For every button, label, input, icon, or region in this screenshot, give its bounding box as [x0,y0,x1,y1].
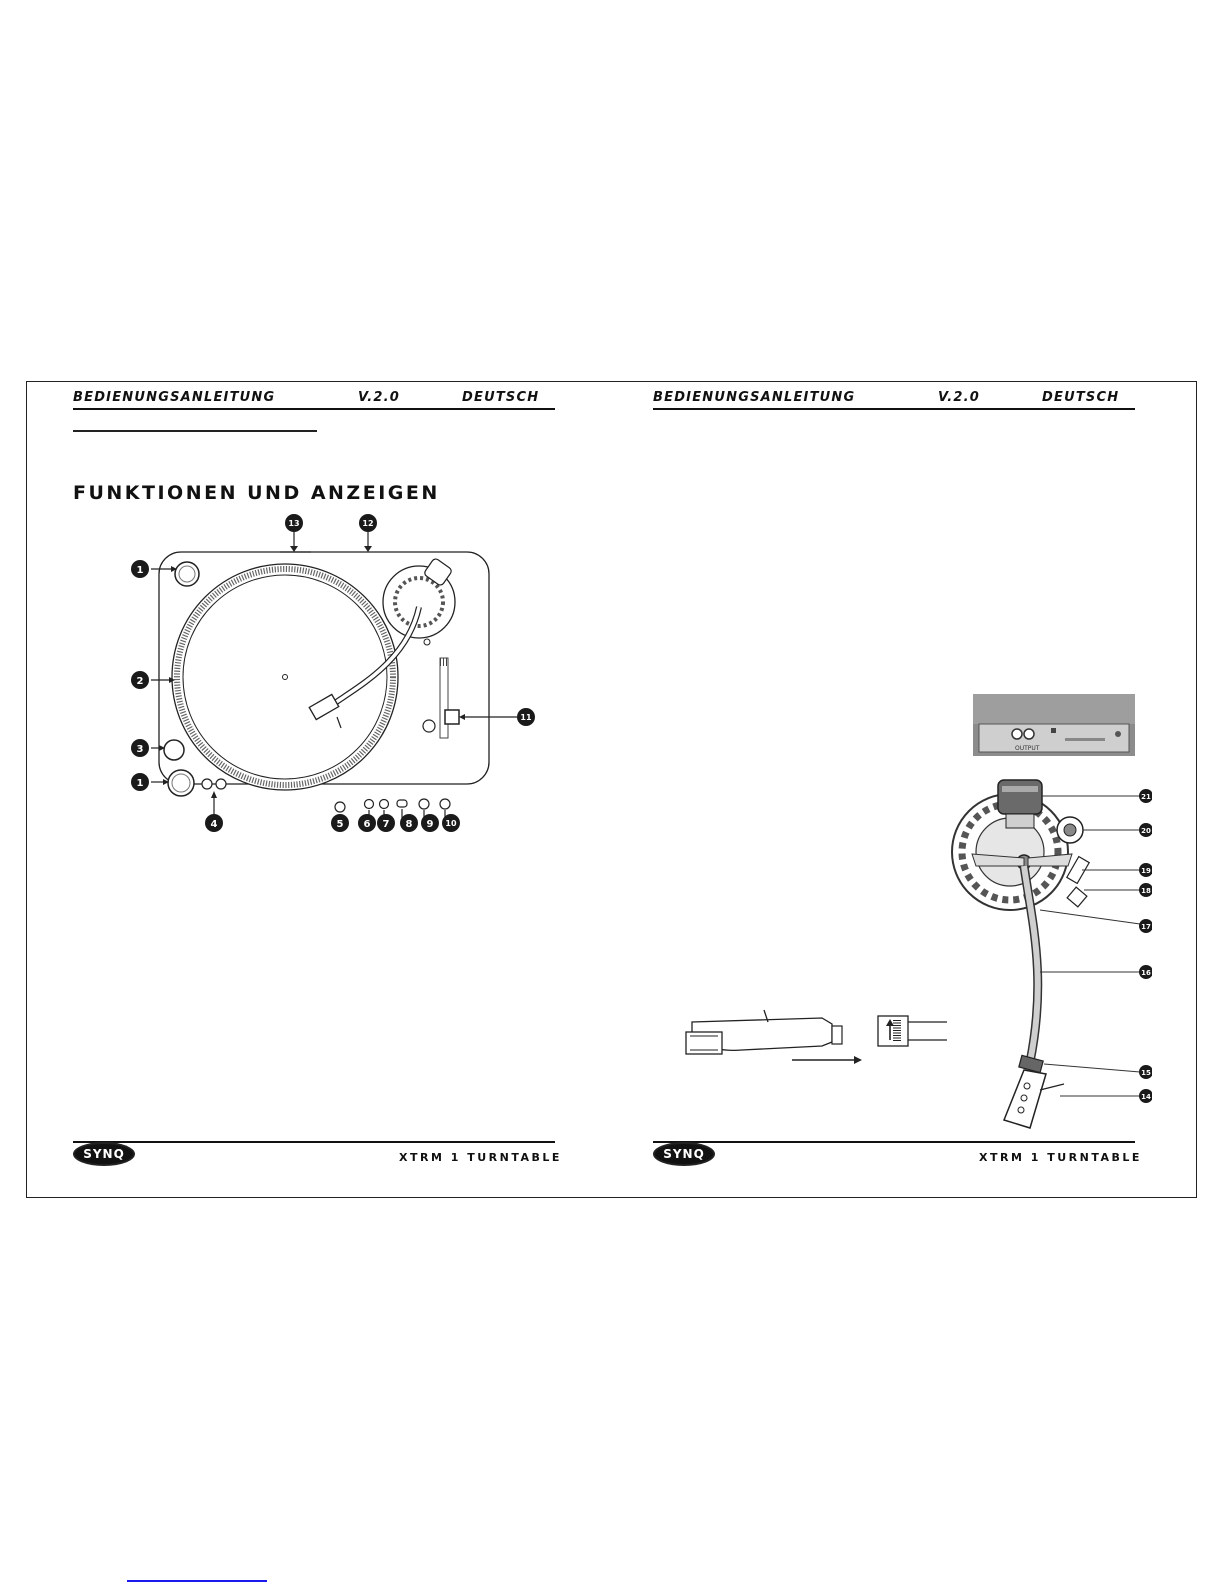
speed-45-button [216,779,226,789]
rear-panel-photo [973,694,1135,756]
callout-8 [400,814,418,832]
right-footer-product: XTRM 1 TURNTABLE [979,1151,1142,1164]
callout-1-bottom [131,773,149,791]
section-title: FUNKTIONEN UND ANZEIGEN [73,482,440,504]
callout-14 [1139,1089,1152,1103]
right-footer-logo: SYNQ [653,1142,715,1166]
svg-text:12: 12 [362,519,374,528]
callout-18 [1139,883,1152,897]
callout-16 [1139,965,1152,979]
callout-1-top [131,560,149,578]
svg-text:10: 10 [445,819,457,828]
output-jack-right [1024,729,1034,739]
svg-text:16: 16 [1141,969,1151,977]
platter-mat [183,575,387,779]
left-header-version: V.2.0 [358,390,401,405]
right-header-version: V.2.0 [938,390,981,405]
svg-text:13: 13 [288,519,300,528]
svg-text:3: 3 [136,744,144,755]
callout-12 [359,514,377,532]
callout-3 [131,739,149,757]
svg-text:20: 20 [1141,827,1151,835]
arm-clip-18 [1067,887,1087,907]
left-header-manual: BEDIENUNGSANLEITUNG [73,390,276,405]
callout-20 [1139,823,1152,837]
left-header-language: DEUTSCH [462,390,540,405]
right-footer-rule [653,1141,1135,1143]
pitch-reset-knob [423,720,435,732]
callout-9 [421,814,439,832]
target-light-socket [164,740,184,760]
manual-spread [26,381,1197,1198]
callout-2 [131,671,149,689]
callout-21 [1139,789,1152,803]
callout-7 [377,814,395,832]
svg-text:6: 6 [363,819,371,830]
svg-text:2: 2 [136,676,144,687]
right-header-language: DEUTSCH [1042,390,1120,405]
svg-text:1: 1 [136,778,144,789]
svg-text:18: 18 [1141,887,1151,895]
arm-lift [424,639,430,645]
left-top-underline [73,430,317,432]
callout-13 [285,514,303,532]
right-header-manual: BEDIENUNGSANLEITUNG [653,390,856,405]
target-light-button [335,802,345,812]
turntable-top-view-diagram [97,512,557,852]
output-jack-left [1012,729,1022,739]
svg-text:15: 15 [1141,1069,1151,1077]
left-header-rule [73,408,555,410]
callout-4 [205,814,223,832]
locking-ring-15 [1019,1055,1043,1072]
pitch-slider-knob [445,710,459,724]
left-footer-logo: SYNQ [73,1142,135,1166]
svg-text:8: 8 [405,819,413,830]
output-label: OUTPUT [1015,745,1040,752]
svg-text:4: 4 [210,819,218,830]
bottom-link-underline[interactable] [127,1580,267,1582]
speed-33-button [202,779,212,789]
right-header-rule [653,408,1135,410]
left-footer-rule [73,1141,555,1143]
button-8 [397,800,407,807]
callout-19 [1139,863,1152,877]
counterweight-21 [998,780,1042,814]
button-9 [419,799,429,809]
svg-text:11: 11 [520,713,532,722]
pitch-slider-track [440,658,448,738]
svg-text:7: 7 [382,819,390,830]
svg-text:17: 17 [1141,923,1151,931]
headshell-insertion-diagram [682,1002,947,1072]
callout-5 [331,814,349,832]
button-6 [365,800,374,809]
svg-text:19: 19 [1141,867,1151,875]
svg-text:9: 9 [426,819,434,830]
left-footer-product: XTRM 1 TURNTABLE [399,1151,562,1164]
cartridge [686,1032,722,1054]
callout-11 [517,708,535,726]
callout-17 [1139,919,1152,933]
tonearm-detail-diagram [932,762,1152,1142]
callout-15 [1139,1065,1152,1079]
svg-text:21: 21 [1141,793,1151,801]
callout-6 [358,814,376,832]
svg-text:1: 1 [136,565,144,576]
button-7 [380,800,389,809]
insert-arrow [854,1056,862,1064]
callout-10 [442,814,460,832]
svg-text:5: 5 [336,819,344,830]
svg-text:14: 14 [1141,1093,1151,1101]
button-10 [440,799,450,809]
